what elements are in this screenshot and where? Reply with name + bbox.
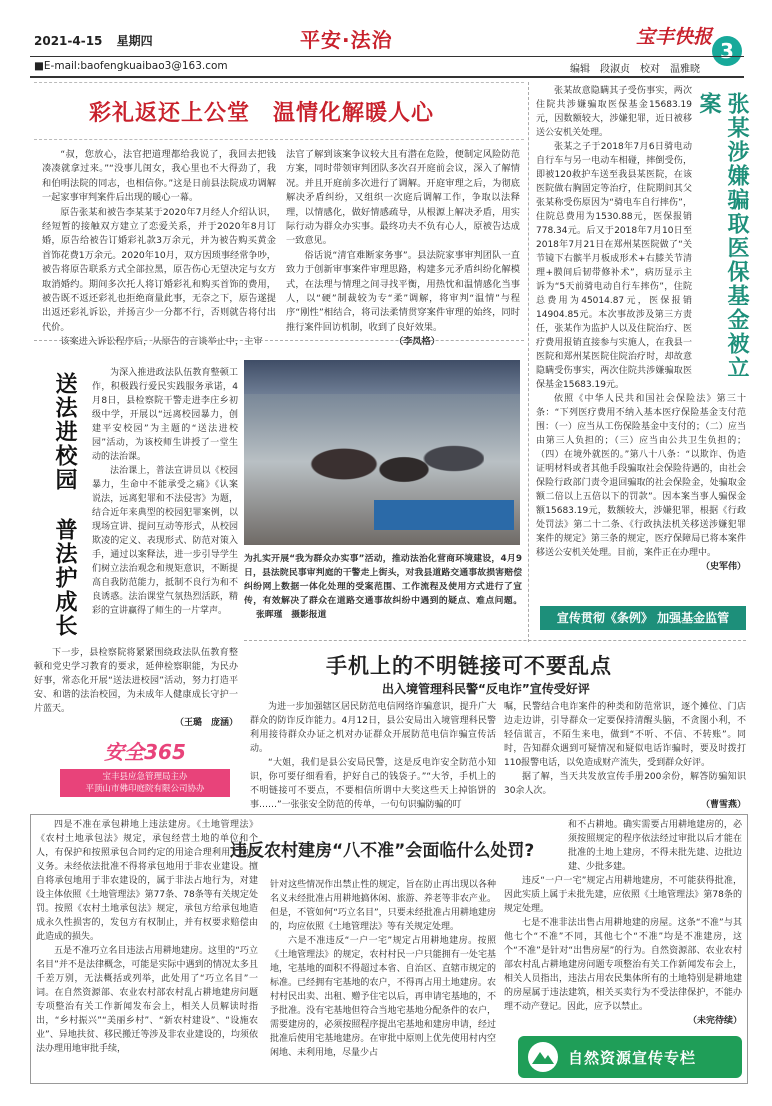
safety-ad-sub2: 平顶山市佛印庭院有限公司协办: [85, 784, 205, 794]
bride-p3: 该案进入诉讼程序后，从原告的言谈举止中，主审: [60, 336, 263, 348]
land-banner-icon: [528, 1042, 558, 1072]
school-text: [92, 366, 238, 618]
bride-title: 彩礼返还上公堂 温情化解暖人心: [89, 101, 435, 126]
news-photo: [244, 360, 520, 545]
brand-logo: 宝丰快报: [636, 26, 713, 48]
fraud-p1: 张某故意隐瞒其子受伤事实，两次住院共涉嫌骗取医保基金15683.19元，因数额较大，涉嫌犯罪，近日被移送公安机关处理。: [536, 86, 692, 138]
land-col2: [270, 878, 496, 1060]
divider-vertical: [528, 82, 529, 642]
bride-p2: 原告张某和被告李某某于2020年7月经人介绍认识，经短暂的接触双方建立了恋爱关系，并于2020年8月订婚，原告给被告订婚彩礼款3万余元，并为被告购买黄金首饰花费1万余元。2020年10月，双方因琐事经常争吵，被告将原告联系方式全部拉黑，原告伤心无望决定与女方取消婚约。期间多次托人将订婚彩礼和购买首饰的费用，被告既不返还彩礼也拒绝商量此事，无奈之下，原告遂提出返还彩礼诉讼，并扬言少一分都不行，否则就告将付出代价。: [42, 206, 276, 333]
fraud-text-2: [536, 392, 746, 574]
page-number: 3: [712, 36, 742, 66]
bride-col1: [42, 148, 276, 350]
school-p2: 法治课上，普法宣讲员以《校园暴力，生命中不能承受之痛》《认案说法，远离犯罪和不法侵害》为题，结合近年来典型的校园犯罪案例，以现场宣讲、提问互动等形式，从校园欺凌的定义、表现形式、防范对策入手，通过以案释法，进一步引导学生们树立法治观念和规矩意识，不断提高自我防范能力，抵制不良行为和不良诱惑。法治课堂气氛热烈活跃，精彩的宣讲赢得了师生的一片掌声。: [92, 466, 238, 616]
land-banner: [518, 1036, 742, 1078]
safety-ad-sub: 宝丰县应急管理局主办: [102, 772, 188, 782]
school-title-1: 送法进校园: [52, 372, 77, 492]
phone-p1: 为进一步加强辖区居民防范电信网络诈骗意识，提升广大群众的防诈反诈能力。4月12日，县公安局出入境管理科民警利用接待群众办证之机对办证群众开展防范电信诈骗宣传活动。: [250, 702, 496, 754]
phone-p3: 嘱，民警结合电诈案件的种类和防范常识，逐个摊位、门店边走边讲，引导群众一定要保持清醒头脑，不贪图小利，不轻信谎言，不陌生来电，做到“不听、不信、不转账”。同时，告知群众遇到可疑情况和疑似电话诈骗时，要及时拨打110报警电话，以免造成财产流失，受到群众好评。: [504, 702, 746, 768]
school-title-2: 普法护成长: [52, 517, 77, 638]
phone-p2: “大姐，我们是县公安局民警，这是反电诈安全防范小知识，你可要仔细看看，护好自己的钱袋子。”“大爷，手机上的不明链接可不要点，不要相信所谓中大奖这些天上掉馅饼的事……”一张张安全防范的传单，一句句识骗防骗的叮: [250, 758, 496, 810]
email: ■E-mail:baofengkuaibao3@163.com: [34, 60, 228, 72]
photo-caption: [244, 552, 522, 622]
land-p5: 和不占耕地。确实需要占用耕地建房的，必须按照规定的程序依法经过审批以后才能在批准的土地上建房，不得未批先建、边批边建、少批多建。: [568, 820, 742, 872]
land-banner-text: 自然资源宣传专栏: [568, 1048, 697, 1067]
bride-p1: “叔，您放心，法官把道理都给我说了，我回去把钱凑凑就拿过来。”“没事儿闺女，我心里也不大得劲了，我和伯明法院的同志，也相信你。”这是日前县法院成功调解一起家事审判案件后出现的暖心一幕。: [42, 149, 276, 204]
fraud-banner: 宣传贯彻《条例》 加强基金监管: [540, 606, 746, 630]
phone-col2: [504, 700, 746, 812]
safety-ad: [60, 736, 230, 796]
fraud-title: 张某涉嫌骗取医保基金被立案: [696, 92, 749, 380]
land-col1: [36, 818, 258, 1056]
land-col3: [504, 818, 742, 1028]
bride-author: （李凤格）: [394, 336, 440, 348]
land-p7: 七是不准非法出售占用耕地建的房屋。这条“不准”与其他七个“不准”不同，其他七个“不准”均是不准建房，这个“不准”是针对“出售房屋”的行为。自然资源部、农业农村部农村乱占耕地建房问题专项整治有关工作新闻发布会上，相关人员指出，违法占用农民集体所有的土地特别是耕地建的房屋属于违法建筑，相关买卖行为不受法律保护，不能办理不动产登记。因此，应予以禁止。: [504, 918, 742, 1012]
land-title: 违反农村建房“八不准”会面临什么处罚?: [230, 841, 535, 861]
phone-title: 手机上的不明链接可不要乱点: [326, 654, 612, 678]
section-title: 平安·法治: [300, 28, 393, 52]
photo-table: [374, 500, 514, 530]
land-author: （未完待续）: [687, 1016, 742, 1026]
phone-col1: [250, 700, 496, 812]
bride-article: [34, 82, 524, 382]
bride-p4: 法官了解到该案争议较大且有潜在危险，便制定风险防范方案，同时带领审判团队多次召开庭前会议，深入了解情况。并且开庭前多次进行了调解。开庭审理之后，为彻底解决矛盾纠纷，又组织一次庭后调解工作，争取以法释理，以情感化，做好情感疏导，从根源上解决矛盾，用实际行动为群众办实事。最终功夫不负有心人，原被告达成一致意见。: [286, 149, 520, 247]
school-text-2: [34, 646, 238, 730]
fraud-p3: 依照《中华人民共和国社会保险法》第三十条：“下列医疗费用不纳入基本医疗保险基金支付范围：（一）应当从工伤保险基金中支付的；（二）应当由第三人负担的；（三）应当由公共卫生负担的；（四）在境外就医的。”第八十八条：“以欺诈、伪造证明材料或者其他手段骗取社会保险待遇的，由社会保险行政部门责令退回骗取的社会保险金，处骗取金额二倍以上五倍以下的罚款”。因本案当事人骗保金额15683.19元，数额较大，涉嫌犯罪，根据《行政处罚法》第二十二条、《行政执法机关移送涉嫌犯罪案件的规定》第三条的规定，医疗保障局已将本案件移送公安机关处理。目前，案件正在办理中。: [536, 394, 746, 558]
mountain-icon: [528, 1042, 558, 1072]
fraud-p2: 张某之子于2018年7月6日骑电动自行车与另一电动车相碰，摔倒受伤，即被120救护车送至我县某医院，在该医院做右胸固定等治疗，住院期间其父张某称受伤原因为“骑电车自行摔伤”，住院总费用为1530.88元，医保报销778.34元。后又于2018年7月10日至2018年7月21日在郑州某医院做了“关节镜下右髌半月板成形术+右膝关节清理+膜间后韧带修补术”，病历显示主诉为“5天前骑电动自行车摔伤”，住院总费用为45014.87元，医保报销14904.85元。本次事故涉及第三方责任，张某作为监护人以及住院治疗、医疗费用报销直接参与实施人，在我县一医院和郑州某医院住院治疗时，却故意隐瞒受伤事实，两次住院共涉嫌骗取医保基金15683.19元。: [536, 142, 692, 390]
school-title: [50, 372, 78, 638]
phone-author: （曹雪燕）: [700, 800, 746, 810]
photo-credit: 张晖瑾 摄影报道: [256, 610, 327, 620]
header-rule: [30, 56, 744, 57]
date: 2021-4-15: [34, 34, 103, 48]
school-p3: 下一步，县检察院将紧紧围绕政法队伍教育整顿和党史学习教育的要求，延伸检察职能，为民办好事，常态化开展“送法进校园”活动，努力打造平安、和谐的法治校园，为未成年人健康成长守护一片蓝天。: [34, 648, 238, 714]
header-date: [34, 32, 153, 49]
land-p1: 四是不准在承包耕地上违法建房。《土地管理法》《农村土地承包法》规定，承包经营土地的单位和个人，有保护和按照承包合同约定的用途合理利用土地的义务。未经依法批准不得将承包地用于非农业建设。擅自将承包地用于非农建设的，属于非法占地行为，对建设主体依照《土地管理法》第77条、78条等有关规定处罚。按照《农村土地承包法》规定，承包方给承包地造成永久性损害的，发包方有权制止，并有权要求赔偿由此造成的损失。: [36, 820, 258, 942]
divider-2: [244, 640, 746, 641]
land-p3: 针对这些情况作出禁止性的规定，旨在防止再出现以各种名义未经批准占用耕地搞休闲、旅游、养老等非农产业。但是，不管如何“巧立名目”，只要未经批准占用耕地建房的，均应依照《土地管理法》等有关规定处理。: [270, 880, 496, 932]
land-p6: 违反“一户一宅”规定占用耕地建房，不可能获得批准，因此实质上属于未批先建，应依照《土地管理法》第78条的规定处理。: [504, 876, 742, 914]
photo-banner: [244, 360, 520, 394]
fraud-text: [536, 84, 692, 392]
land-p2: 五是不准巧立名目违法占用耕地建房。这里的“巧立名目”并不是法律概念，可能是实际中遇到的情况太多且千差万别，无法概括或列举，此处用了“巧立名目”一词。在自然资源部、农业农村部农村乱占耕地建房问题专项整治有关工作新闻发布会上，相关人员解读时指出，“乡村振兴”“美丽乡村”、“新农村建设”、“设施农业”、异地扶贫、移民搬迁等涉及非农业建设的，均须依法办理用地审批手续，: [36, 946, 258, 1054]
weekday: 星期四: [116, 34, 153, 48]
staff: 编辑 段淑贞 校对 温雅晓: [570, 64, 700, 75]
header-rule-2: [30, 76, 744, 78]
safety-ad-banner: [60, 769, 230, 797]
divider-1: [34, 340, 524, 341]
safety-ad-title: 安全365: [104, 740, 186, 764]
school-p1: 为深入推进政法队伍教育整顿工作，积极践行爱民实践服务承诺，4月8日，县检察院干警走进李庄乡初级中学，开展以“远离校园暴力，创建平安校园”为主题的“送法进校园”活动，为该校师生讲授了一堂生动的法治课。: [92, 368, 238, 462]
phone-p4: 据了解，当天共发放宣传手册200余份，解答防骗知识30余人次。: [504, 772, 746, 796]
fraud-author: （史军伟）: [700, 562, 746, 572]
photo-caption-text: 为扎实开展“我为群众办实事”活动，推动法治化营商环境建设，4月9日，县法院民事审判庭的干警走上街头，对我县道路交通事故损害赔偿纠纷网上数据一体化处理的受案范围、工作流程及使用方式进行了宣传，有效解决了群众在道路交通事故纠纷中遇到的疑点、难点问题。: [244, 554, 522, 606]
school-author: （王璐 庞涵）: [174, 718, 238, 728]
bride-col2: [286, 148, 520, 350]
phone-subtitle: 出入境管理科民警“反电诈”宣传受好评: [382, 682, 590, 696]
land-p4: 六是不准违反“一户一宅”规定占用耕地建房。按照《土地管理法》的规定，农村村民一户只能拥有一处宅基地，宅基地的面积不得超过本省、自治区、直辖市规定的标准。已经拥有宅基地的农户，不得再占用土地建房。农村村民出卖、出租、赠予住宅以后，再申请宅基地的，不予批准。没有宅基地但符合当地宅基地分配条件的农户，需要建房的，必须按照程序提出宅基地和建房申请，经过批准后使用宅基地建房。在审批中原则上优先使用村内空闲地、未利用地，尽量少占: [270, 936, 496, 1058]
bride-p5: 俗话说“清官难断家务事”。县法院家事审判团队一直致力于创新审事案件审理思路，构建多元矛盾纠纷化解模式，在法理与情理之间寻找平衡，用热忱和温情感化当事人，以“硬”制裁较为专“柔”调解，将审判“温情”与程序“刚性”相结合，将司法柔情贯穿案件审理的始终，同时推行案件回访机制，收到了良好效果。: [286, 249, 520, 333]
